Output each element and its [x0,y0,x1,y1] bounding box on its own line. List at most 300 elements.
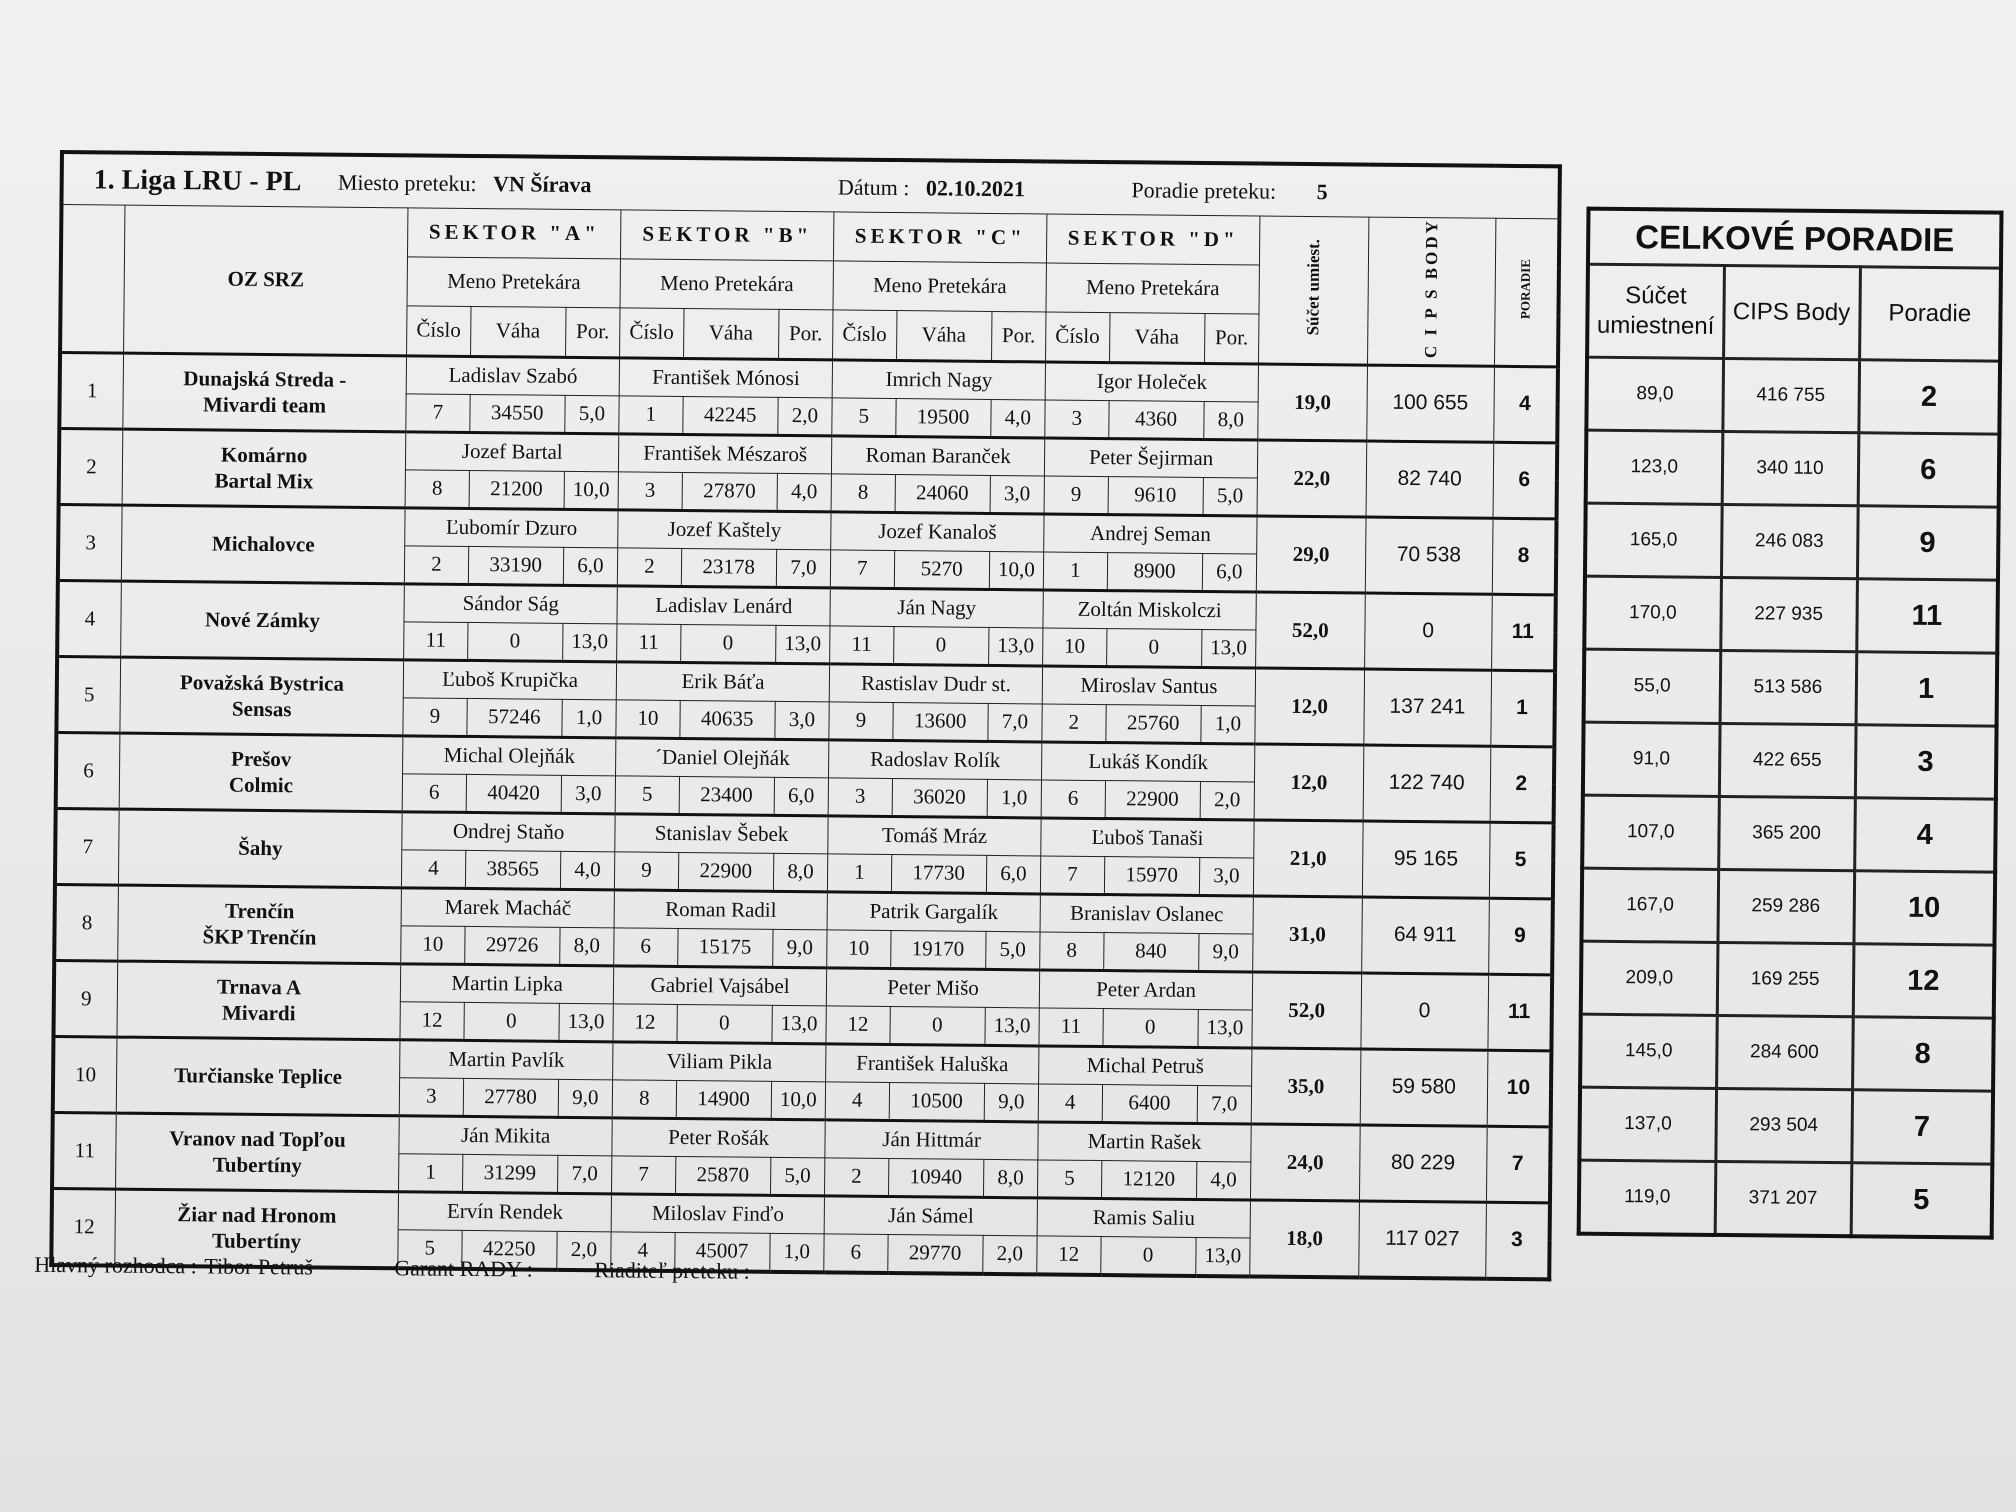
team-name-line1: Šahy [238,836,283,861]
por-header-d: Por. [1204,313,1259,364]
oz-srz-header: OZ SRZ [123,205,408,356]
competitor-number: 7 [830,550,894,589]
team-rank: 6 [1493,442,1558,519]
competitor-weight: 13600 [892,702,988,741]
overall-rank: 12 [1853,944,1995,1018]
rank-header-label: PORADIE [1517,258,1534,320]
competitor-number: 12 [613,1004,677,1043]
competitor-place: 5,0 [1203,477,1258,516]
team-sum: 52,0 [1252,972,1361,1049]
competitor-name: František Mónosi [619,358,832,398]
team-name-line1: Turčianske Teplice [174,1063,343,1090]
team-rank: 11 [1491,594,1556,671]
overall-sum: 145,0 [1580,1014,1717,1088]
competitor-weight: 15970 [1104,856,1200,895]
team-name-line2: Sensas [231,697,292,722]
team-sum: 22,0 [1257,440,1366,517]
team-cips: 95 165 [1362,821,1490,898]
meno-header-a: Meno Pretekára [407,257,620,308]
team-name-cell [116,1037,400,1116]
competitor-weight: 17730 [891,854,987,893]
overall-cips: 246 083 [1721,504,1858,578]
competitor-weight: 19170 [890,930,986,969]
competitor-weight: 840 [1103,932,1199,971]
competitor-number: 2 [1042,704,1106,743]
competitor-weight: 23178 [681,548,777,587]
overall-rank: 3 [1855,725,1997,799]
competitor-weight: 9610 [1108,476,1204,515]
table-row [1581,868,1995,945]
competitor-weight: 40420 [466,774,562,813]
league-title: 1. Liga LRU - PL [93,163,302,197]
team-sum: 18,0 [1250,1200,1359,1278]
team-sum: 19,0 [1258,364,1367,441]
competitor-weight: 4360 [1108,400,1204,439]
team-rank: 10 [1487,1050,1552,1127]
competitor-number: 9 [403,698,467,737]
competitor-place: 10,0 [564,471,619,510]
competitor-weight: 0 [1106,628,1202,667]
table-row [1586,357,2000,434]
competitor-number: 1 [619,396,683,435]
overall-cips: 284 600 [1716,1015,1853,1089]
competitor-number: 9 [615,852,679,891]
table-row [1579,1160,1993,1237]
competitor-name: Peter Mišo [826,968,1039,1008]
competitor-weight: 0 [1102,1008,1198,1047]
competitor-name: Stanislav Šebek [615,814,828,854]
team-rank: 2 [1490,746,1555,823]
team-number: 2 [59,428,123,505]
rank-header [1494,218,1559,367]
competitor-number: 6 [402,774,466,813]
overall-rank: 4 [1854,798,1996,872]
competitor-name: Peter Ardan [1039,970,1252,1010]
competitor-place: 9,0 [1198,933,1253,972]
competitor-place: 9,0 [984,1083,1039,1122]
competitor-number: 12 [1037,1236,1101,1275]
meno-header-d: Meno Pretekára [1046,263,1259,314]
competitor-weight: 31299 [462,1154,558,1193]
team-rank: 5 [1489,822,1554,899]
por-header-a: Por. [565,307,620,358]
overall-sum: 123,0 [1586,430,1723,504]
team-sum: 35,0 [1251,1048,1360,1125]
team-rank: 1 [1490,670,1555,747]
competitor-number: 4 [1038,1084,1102,1123]
competitor-weight: 15175 [677,928,773,967]
overall-cips: 422 655 [1719,723,1856,797]
competitor-name: Martin Rašek [1038,1122,1251,1162]
team-sum: 29,0 [1256,516,1365,593]
overall-cips: 513 586 [1720,650,1857,724]
competitor-number: 1 [399,1154,463,1193]
competitor-place: 8,0 [983,1159,1038,1198]
overall-cips-header: CIPS Body [1723,265,1860,359]
team-name-line1: Trenčín [225,899,295,924]
competitor-name: ´Daniel Olejňák [616,738,829,778]
competitor-name: Ondrej Staňo [402,812,615,852]
competitor-number: 8 [405,470,469,509]
team-name-line2: Mivardi [221,1001,296,1026]
competitor-weight: 45007 [674,1232,770,1271]
competitor-weight: 21200 [469,470,565,509]
competitor-number: 3 [618,472,682,511]
team-number: 10 [53,1036,117,1113]
overall-cips: 365 200 [1718,796,1855,870]
cislo-header-b: Číslo [620,308,684,359]
competitor-weight: 36020 [892,778,988,817]
team-name-cell [117,961,401,1040]
competitor-place: 8,0 [559,927,614,966]
team-number: 7 [55,808,119,885]
team-rank: 3 [1485,1202,1550,1279]
competitor-name: Gabriel Vajsábel [613,966,826,1006]
competitor-place: 1,0 [562,699,617,738]
competitor-place: 7,0 [988,703,1043,742]
competitor-number: 10 [401,926,465,965]
competitor-place: 9,0 [558,1079,613,1118]
competitor-name: Michal Petruš [1039,1046,1252,1086]
competitor-number: 5 [615,776,679,815]
competitor-name: Igor Holeček [1045,362,1258,402]
overall-sum-header: Súčet umiestnení [1587,264,1724,358]
overall-ranking-table [1577,207,2004,1240]
meno-header-c: Meno Pretekára [833,261,1046,312]
overall-sum: 137,0 [1579,1087,1716,1161]
overall-cips: 416 755 [1722,358,1859,432]
competitor-number: 3 [1045,400,1109,439]
team-name-line2: Tubertíny [212,1152,302,1178]
table-row [1584,576,1998,653]
team-cips: 0 [1361,973,1489,1050]
competitor-weight: 8900 [1107,552,1203,591]
cislo-header-d: Číslo [1046,312,1110,363]
overall-cips: 371 207 [1715,1161,1852,1236]
competitor-weight: 40635 [679,700,775,739]
competitor-weight: 5270 [894,550,990,589]
competitor-number: 1 [1043,552,1107,591]
competitor-place: 6,0 [563,547,618,586]
overall-rank: 8 [1852,1017,1994,1091]
cislo-header-a: Číslo [407,306,471,357]
competitor-number: 7 [1040,856,1104,895]
competitor-place: 3,0 [775,701,830,740]
competitor-place: 10,0 [989,551,1044,590]
overall-rank: 6 [1858,433,2000,507]
competitor-weight: 42250 [461,1230,557,1269]
competitor-place: 5,0 [770,1157,825,1196]
competitor-place: 6,0 [986,855,1041,894]
team-name-line1: Žiar nad Hronom [177,1202,337,1229]
team-name-cell [123,353,407,432]
team-sum: 31,0 [1253,896,1362,973]
competitor-name: Ervín Rendek [398,1192,611,1232]
competitor-name: Andrej Seman [1044,514,1257,554]
competitor-weight: 0 [893,626,989,665]
overall-rank-header: Poradie [1859,267,2001,361]
competitor-name: Ján Hittmár [825,1120,1038,1160]
competitor-number: 2 [617,548,681,587]
competitor-place: 3,0 [990,475,1045,514]
team-number: 8 [54,884,118,961]
table-row [1583,722,1997,799]
competitor-weight: 27870 [682,472,778,511]
competitor-name: Ladislav Lenárd [617,586,830,626]
competitor-place: 2,0 [982,1235,1037,1274]
competitor-number: 8 [612,1080,676,1119]
competitor-place: 1,0 [769,1233,824,1272]
team-sum: 21,0 [1253,820,1362,897]
competitor-place: 13,0 [1195,1237,1250,1276]
competitor-weight: 12120 [1101,1160,1197,1199]
team-name-cell [121,505,405,584]
team-number: 3 [58,504,122,581]
competitor-weight: 29770 [887,1234,983,1273]
team-number: 12 [51,1188,115,1265]
cips-header-label: C I P S BODY [1420,218,1442,359]
competitor-weight: 0 [1100,1236,1196,1275]
competitor-name: Peter Rošák [612,1118,825,1158]
competitor-place: 13,0 [988,627,1043,666]
meno-header-b: Meno Pretekára [620,259,833,310]
competitor-name: František Mészaroš [619,434,832,474]
team-rank: 4 [1493,366,1558,443]
competitor-weight: 0 [464,1002,560,1041]
team-name-cell [120,657,404,736]
team-name-cell [118,809,402,888]
competitor-place: 2,0 [1200,781,1255,820]
team-number: 4 [57,580,121,657]
competitor-place: 13,0 [772,1005,827,1044]
competitor-number: 5 [1038,1160,1102,1199]
competitor-number: 10 [827,930,891,969]
sector-c-header: SEKTOR "C" [834,212,1047,263]
competitor-place: 9,0 [772,929,827,968]
team-name-line1: Michalovce [211,531,315,557]
competitor-name: Rastislav Dudr st. [829,664,1042,704]
competitor-place: 13,0 [1201,629,1256,668]
overall-sum: 89,0 [1586,357,1723,431]
competitor-weight: 23400 [679,776,775,815]
competitor-place: 4,0 [560,851,615,890]
competitor-number: 8 [831,474,895,513]
team-name-line2: Colmic [228,773,294,798]
vaha-header-c: Váha [896,310,992,361]
por-header-b: Por. [778,309,833,360]
competitor-name: Patrik Gargalík [827,892,1040,932]
overall-sum: 170,0 [1584,576,1721,650]
competitor-place: 5,0 [985,931,1040,970]
competitor-weight: 27780 [463,1078,559,1117]
competitor-name: Erik Báťa [616,662,829,702]
competitor-place: 5,0 [565,395,620,434]
competitor-number: 8 [1040,932,1104,971]
team-number: 11 [52,1112,116,1189]
place-value: VN Šírava [492,170,592,197]
judge-name: Tibor Petruš [204,1253,314,1280]
competitor-weight: 0 [467,622,563,661]
team-sum: 52,0 [1256,592,1365,669]
overall-cips: 227 935 [1720,577,1857,651]
team-name-line1: Nové Zámky [204,607,321,633]
competitor-weight: 0 [680,624,776,663]
competitor-place: 4,0 [990,399,1045,438]
competitor-number: 11 [830,626,894,665]
table-row [1580,1014,1994,1091]
vaha-header-a: Váha [470,306,566,357]
team-number: 6 [56,732,120,809]
overall-rank: 10 [1853,871,1995,945]
overall-sum: 167,0 [1581,868,1718,942]
judge-label: Hlavný rozhodca : [34,1251,197,1279]
overall-sum: 165,0 [1585,503,1722,577]
team-name-line1: Komárno [220,442,308,468]
team-cips: 122 740 [1363,745,1491,822]
competitor-name: Ľubomír Dzuro [405,508,618,548]
competitor-name: Marek Macháč [401,888,614,928]
overall-rank: 7 [1851,1090,1993,1164]
competitor-name: Jozef Kaštely [618,510,831,550]
team-name-line1: Dunajská Streda - [183,366,347,393]
team-name-line1: Prešov [230,747,292,772]
team-sum: 12,0 [1255,668,1364,745]
table-row [1581,941,1995,1018]
team-name-line2: Bartal Mix [214,468,314,494]
vaha-header-b: Váha [683,308,779,359]
competitor-name: Michal Olejňák [403,736,616,776]
competitor-name: Ľuboš Tanaši [1041,818,1254,858]
table-row [1579,1087,1993,1164]
competitor-weight: 33190 [468,546,564,585]
overall-cips: 340 110 [1722,431,1859,505]
competitor-name: Lukáš Kondík [1042,742,1255,782]
director-label: Riaditeľ preteku : [594,1257,750,1284]
table-row [1586,430,2000,507]
competitor-number: 5 [398,1230,462,1269]
competitor-number: 12 [400,1002,464,1041]
competitor-name: Roman Baranček [832,436,1045,476]
competitor-place: 13,0 [1198,1009,1253,1048]
competitor-place: 4,0 [777,473,832,512]
team-cips: 70 538 [1365,517,1493,594]
team-cips: 59 580 [1360,1049,1488,1126]
nr-header [60,205,125,354]
place-label: Miesto preteku: [337,169,477,196]
table-row [1585,503,1999,580]
cislo-header-c: Číslo [833,310,897,361]
team-name-line1: Považská Bystrica [179,670,345,697]
competitor-number: 6 [614,928,678,967]
team-sum: 24,0 [1251,1124,1360,1201]
competitor-number: 11 [404,622,468,661]
competitor-number: 4 [402,850,466,889]
competitor-number: 2 [405,546,469,585]
competitor-number: 6 [1041,780,1105,819]
team-cips: 100 655 [1367,365,1495,442]
competitor-number: 1 [828,854,892,893]
team-name-line1: Vranov nad Topľou [169,1126,346,1153]
competitor-number: 4 [611,1232,675,1271]
competitor-name: Tomáš Mráz [828,816,1041,856]
team-name-cell [115,1113,399,1192]
competitor-name: Zoltán Miskolczi [1043,590,1256,630]
team-name-line2: Tubertíny [211,1228,302,1254]
competitor-name: Branislav Oslanec [1040,894,1253,934]
team-rank: 8 [1492,518,1557,595]
competitor-place: 8,0 [1203,401,1258,440]
competitor-place: 13,0 [559,1003,614,1042]
competitor-number: 3 [828,778,892,817]
overall-rank: 9 [1857,506,1999,580]
overall-cips: 293 504 [1715,1088,1852,1162]
competitor-number: 9 [1044,476,1108,515]
competitor-weight: 57246 [466,698,562,737]
team-sum: 12,0 [1254,744,1363,821]
sum-header-label: Súčet umiest. [1303,238,1324,336]
competitor-name: Imrich Nagy [832,360,1045,400]
competitor-name: Viliam Pikla [613,1042,826,1082]
competitor-place: 10,0 [771,1081,826,1120]
team-name-cell [122,429,406,508]
competitor-place: 3,0 [1199,857,1254,896]
competitor-name: Jozef Bartal [406,432,619,472]
sum-header [1259,216,1369,365]
competitor-weight: 10500 [889,1082,985,1121]
competitor-number: 7 [406,394,470,433]
overall-rank: 11 [1856,579,1998,653]
competitor-weight: 6400 [1102,1084,1198,1123]
competitor-name: Miloslav Finďo [611,1194,824,1234]
team-rank: 7 [1486,1126,1551,1203]
overall-cips: 169 255 [1717,942,1854,1016]
competitor-place: 13,0 [562,623,617,662]
overall-sum: 119,0 [1579,1160,1716,1235]
competitor-number: 9 [829,702,893,741]
overall-sum: 209,0 [1581,941,1718,1015]
results-table [49,150,1562,1281]
garant-label: Garant RADY : [394,1255,533,1282]
competitor-place: 4,0 [1196,1161,1251,1200]
sector-d-header: SEKTOR "D" [1047,214,1260,265]
competitor-place: 8,0 [773,853,828,892]
competitor-number: 10 [616,700,680,739]
competitor-place: 7,0 [557,1155,612,1194]
competitor-place: 7,0 [776,549,831,588]
competitor-name: František Haluška [826,1044,1039,1084]
team-rank: 11 [1488,974,1553,1051]
competitor-number: 7 [612,1156,676,1195]
competitor-place: 2,0 [778,397,833,436]
competitor-name: Martin Pavlík [400,1040,613,1080]
competitor-name: Peter Šejirman [1044,438,1257,478]
competitor-place: 6,0 [1202,553,1257,592]
por-header-c: Por. [991,311,1046,362]
competitor-place: 2,0 [557,1231,612,1270]
competitor-number: 3 [399,1078,463,1117]
competitor-name: Ján Sámel [824,1196,1037,1236]
team-name-line1: Trnava A [216,974,302,1000]
team-name-line2: Mivardi team [202,392,327,418]
competitor-weight: 24060 [895,474,991,513]
overall-cips: 259 286 [1717,869,1854,943]
overall-title: CELKOVÉ PORADIE [1588,209,2002,268]
date-label: Dátum : [837,173,910,200]
competitor-number: 12 [826,1006,890,1045]
overall-sum: 107,0 [1582,795,1719,869]
competitor-weight: 22900 [678,852,774,891]
overall-rank: 1 [1856,652,1998,726]
